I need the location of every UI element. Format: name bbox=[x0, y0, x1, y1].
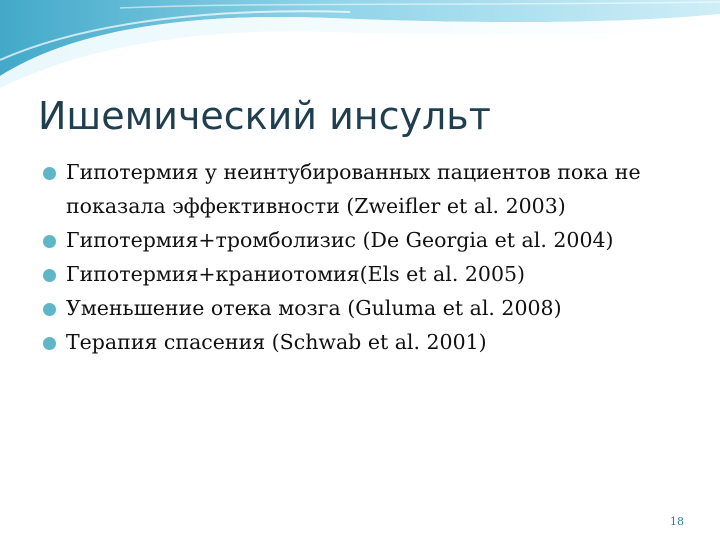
bullet-marker-icon bbox=[43, 269, 56, 282]
bullet-text: Гипотермия у неинтубированных пациентов пока не показала эффективности (Zweifler et al. 2003) bbox=[66, 160, 641, 218]
bullet-text: Гипотермия+тромболизис (De Georgia et al. 2004) bbox=[66, 228, 614, 252]
header-wave-decoration bbox=[0, 0, 720, 95]
bullet-item bbox=[40, 155, 680, 223]
bullet-marker-icon bbox=[43, 235, 56, 248]
bullet-text: Гипотермия+краниотомия(Els et al. 2005) bbox=[66, 262, 526, 286]
bullet-marker-icon bbox=[43, 167, 56, 180]
bullet-marker-icon bbox=[43, 303, 56, 316]
bullet-text: Терапия спасения (Schwab et al. 2001) bbox=[66, 330, 487, 354]
bullet-marker-icon bbox=[43, 337, 56, 350]
bullet-text: Уменьшение отека мозга (Guluma et al. 2008) bbox=[66, 296, 562, 320]
bullet-item bbox=[40, 257, 680, 291]
bullet-item bbox=[40, 325, 680, 359]
bullet-item bbox=[40, 291, 680, 325]
slide-number: 18 bbox=[670, 515, 684, 528]
slide-title: Ишемический инсульт bbox=[38, 94, 491, 138]
bullet-list bbox=[40, 155, 680, 359]
bullet-item bbox=[40, 223, 680, 257]
